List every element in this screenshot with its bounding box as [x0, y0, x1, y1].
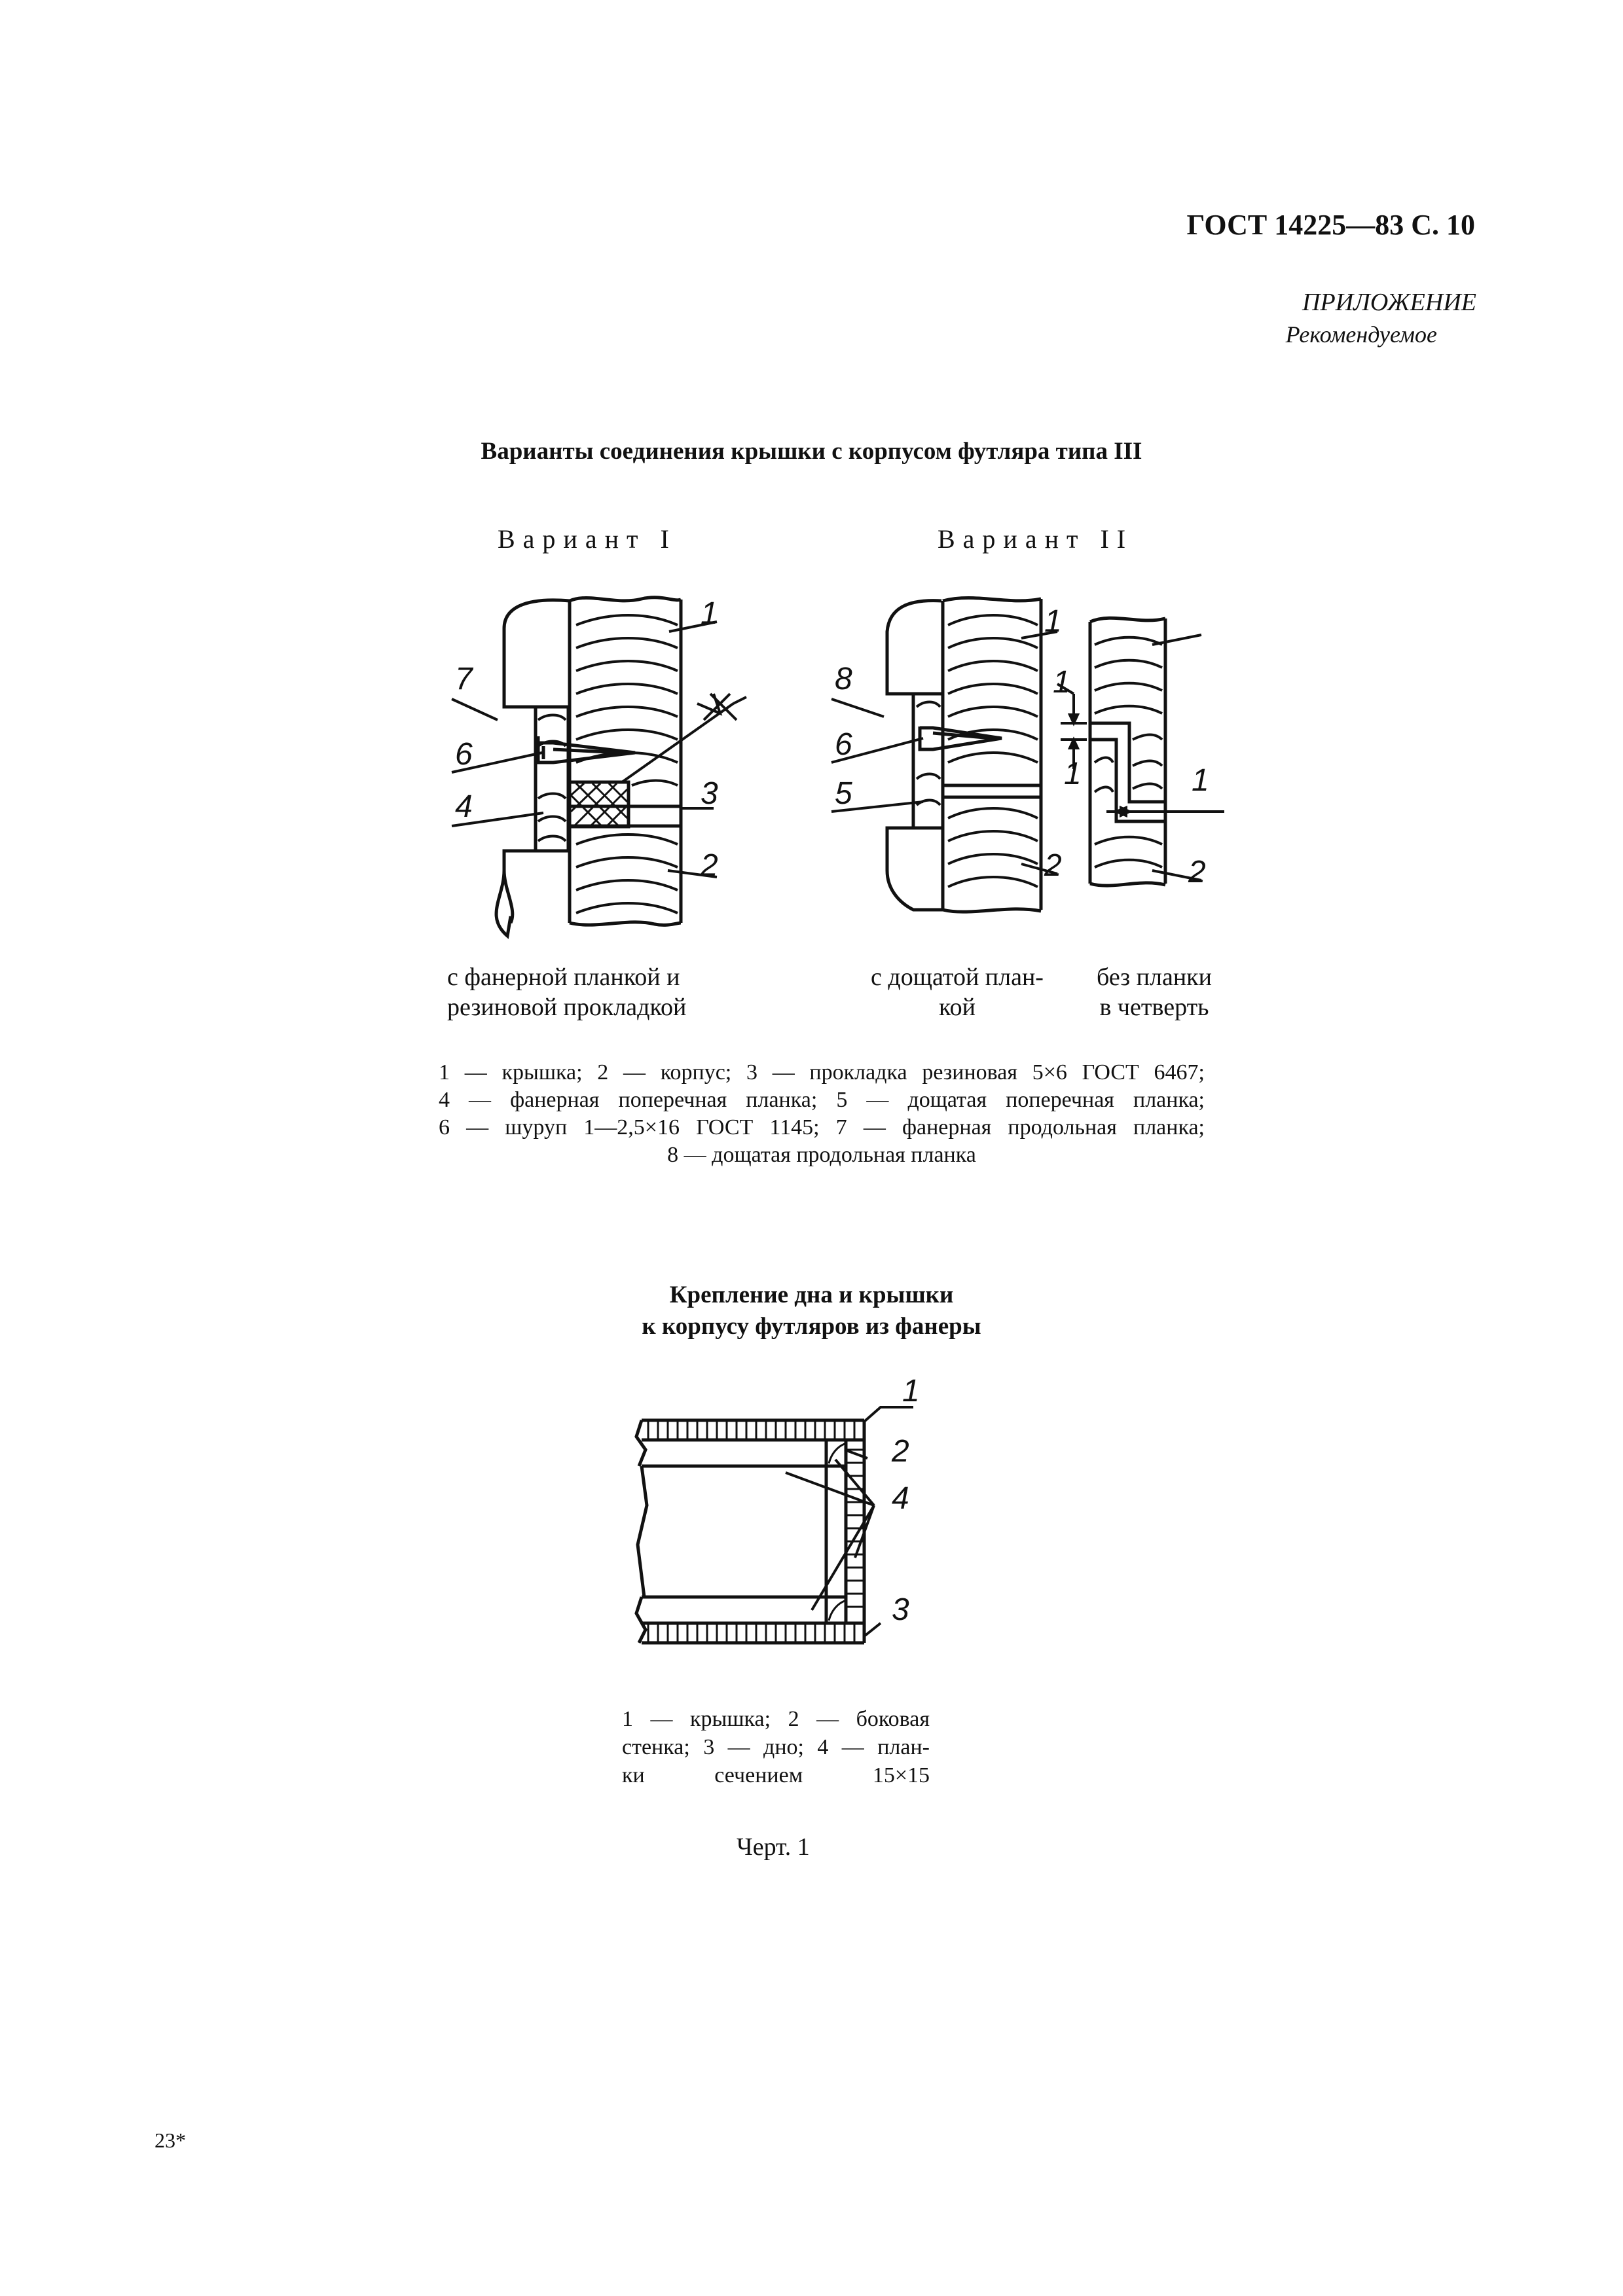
page-number: 23* — [155, 2128, 186, 2152]
appendix-status: Рекомендуемое — [1285, 321, 1437, 348]
section1-title: Варианты соединения крышки с корпусом футляра типа III — [481, 438, 1142, 465]
legend-section1: 1 — крышка; 2 — корпус; 3 — прокладка резиновая 5×6 ГОСТ 6467; 4 — фанерная поперечная планка; 5 — дощатая поперечная планка; 6 — шуруп 1—2,5×16 ГОСТ 1145; 7 — фанерная продольная планка; 8 — дощатая продольная планка — [439, 1060, 1205, 1167]
callout-v1-1: 1 — [701, 596, 718, 631]
callout-plywood-2: 2 — [892, 1434, 909, 1469]
callout-v2-1: 1 — [1044, 604, 1062, 639]
callout-v1-6: 6 — [455, 737, 473, 772]
document-code: ГОСТ 14225—83 С. 10 — [1186, 209, 1475, 241]
callout-v2-6: 6 — [835, 727, 852, 762]
caption-variant2-plank: с дощатой план- кой — [871, 963, 1044, 1021]
caption-variant1: с фанерной планкой и резиновой прокладкой — [447, 963, 687, 1021]
callout-plywood-4: 4 — [892, 1481, 909, 1516]
callout-v2-rabbet-1: 1 — [1192, 763, 1209, 798]
caption-variant2-no-plank: без планки в четверть — [1097, 963, 1212, 1021]
callout-plywood-3: 3 — [892, 1592, 909, 1627]
callout-v2-5: 5 — [835, 776, 852, 811]
callout-v2-2: 2 — [1044, 848, 1062, 883]
appendix-label: ПРИЛОЖЕНИЕ — [1302, 289, 1476, 316]
figure-label: Черт. 1 — [737, 1833, 810, 1861]
callout-v2-rabbet-2: 2 — [1188, 855, 1206, 889]
section2-title: Крепление дна и крышки к корпусу футляров из фанеры — [642, 1282, 981, 1340]
variant1-label: Вариант I — [498, 524, 677, 554]
legend-section2: 1 — крышка; 2 — боковая стенка; 3 — дно; 4 — план- ки сечением 15×15 — [622, 1707, 930, 1787]
callout-v1-4: 4 — [455, 789, 473, 824]
variant2-label: Вариант II — [938, 524, 1134, 554]
callout-v1-2: 2 — [701, 848, 718, 883]
callout-v1-7: 7 — [455, 662, 473, 696]
callout-plywood-1: 1 — [902, 1374, 920, 1408]
callout-v2-8: 8 — [835, 662, 852, 696]
callout-v1-3: 3 — [701, 776, 718, 811]
callout-v2-dim-1a: 1 — [1053, 665, 1070, 700]
callout-v2-dim-1b: 1 — [1064, 757, 1082, 791]
